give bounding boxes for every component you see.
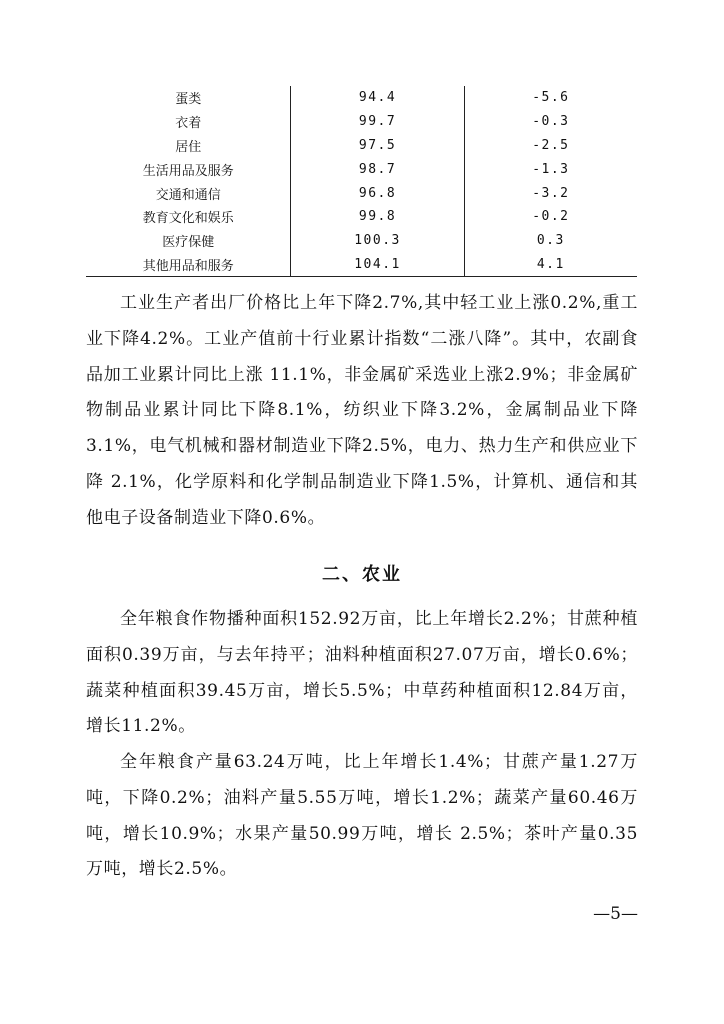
table-row xyxy=(86,181,637,205)
agriculture-area-paragraph: 全年粮食作物播种面积152.92万亩，比上年增长2.2%；甘蔗种植面积0.39万亩，与去年持平；油料种植面积27.07万亩，增长0.6%；蔬菜种植面积39.45万亩，增长5.5%；中草药种植面积12.84万亩，增长11.2%。 xyxy=(86,609,638,737)
index-cell: 99.8 xyxy=(291,205,464,229)
item-cell: 居住 xyxy=(175,139,202,155)
index-cell: 98.7 xyxy=(291,157,464,181)
index-cell: 99.7 xyxy=(291,110,464,134)
change-cell: 0.3 xyxy=(536,233,565,249)
agriculture-output-paragraph: 全年粮食产量63.24万吨，比上年增长1.4%；甘蔗产量1.27万吨，下降0.2%；油料产量5.55万吨，增长1.2%；蔬菜产量60.46万吨，增长10.9%；水果产量50.99万吨，增长 2.5%；茶叶产量0.35万吨，增长2.5%。 xyxy=(86,752,638,880)
index-cell: 100.3 xyxy=(291,229,464,253)
index-cell: 104.1 xyxy=(291,253,464,277)
table-row xyxy=(86,134,637,158)
item-cell: 交通和通信 xyxy=(155,187,221,203)
change-cell: 4.1 xyxy=(464,253,637,277)
section-heading-agriculture: 二、农业 xyxy=(322,564,402,585)
change-cell: -5.6 xyxy=(532,90,570,106)
price-index-table xyxy=(86,86,637,277)
change-cell: -1.3 xyxy=(532,161,570,177)
item-cell: 衣着 xyxy=(175,116,202,132)
industry-paragraph: 工业生产者出厂价格比上年下降2.7%,其中轻工业上涨0.2%,重工业下降4.2%。工业产值前十行业累计指数“二涨八降”。其中，农副食品加工业累计同比上涨 11.1%，非金属矿采选业上涨2.9%；非金属矿物制品业累计同比下降8.1%，纺织业下降3.2%，金属制品业下降3.1%，电气机械和器材制造业下降2.5%，电力、热力生产和供应业下降 2.1%，化学原料和化学制品制造业下降1.5%，计算机、通信和其他电子设备制造业下降0.6%。 xyxy=(86,293,638,528)
item-cell: 蛋类 xyxy=(175,92,202,108)
item-cell: 生活用品及服务 xyxy=(142,163,234,179)
table-row xyxy=(86,205,637,229)
table-row xyxy=(86,110,637,134)
page-number: —5— xyxy=(593,904,638,924)
change-cell: -0.2 xyxy=(532,209,570,225)
change-cell: -3.2 xyxy=(532,185,570,201)
table-row xyxy=(86,229,637,253)
item-cell: 教育文化和娱乐 xyxy=(142,211,234,227)
change-cell: -0.3 xyxy=(532,114,570,130)
index-cell: 94.4 xyxy=(291,86,464,110)
table-row xyxy=(86,86,637,110)
item-cell: 其他用品和服务 xyxy=(86,253,291,277)
index-cell: 96.8 xyxy=(291,181,464,205)
table-row xyxy=(86,157,637,181)
change-cell: -2.5 xyxy=(532,137,570,153)
table-row xyxy=(86,253,637,277)
item-cell: 医疗保健 xyxy=(162,235,215,251)
index-cell: 97.5 xyxy=(291,134,464,158)
